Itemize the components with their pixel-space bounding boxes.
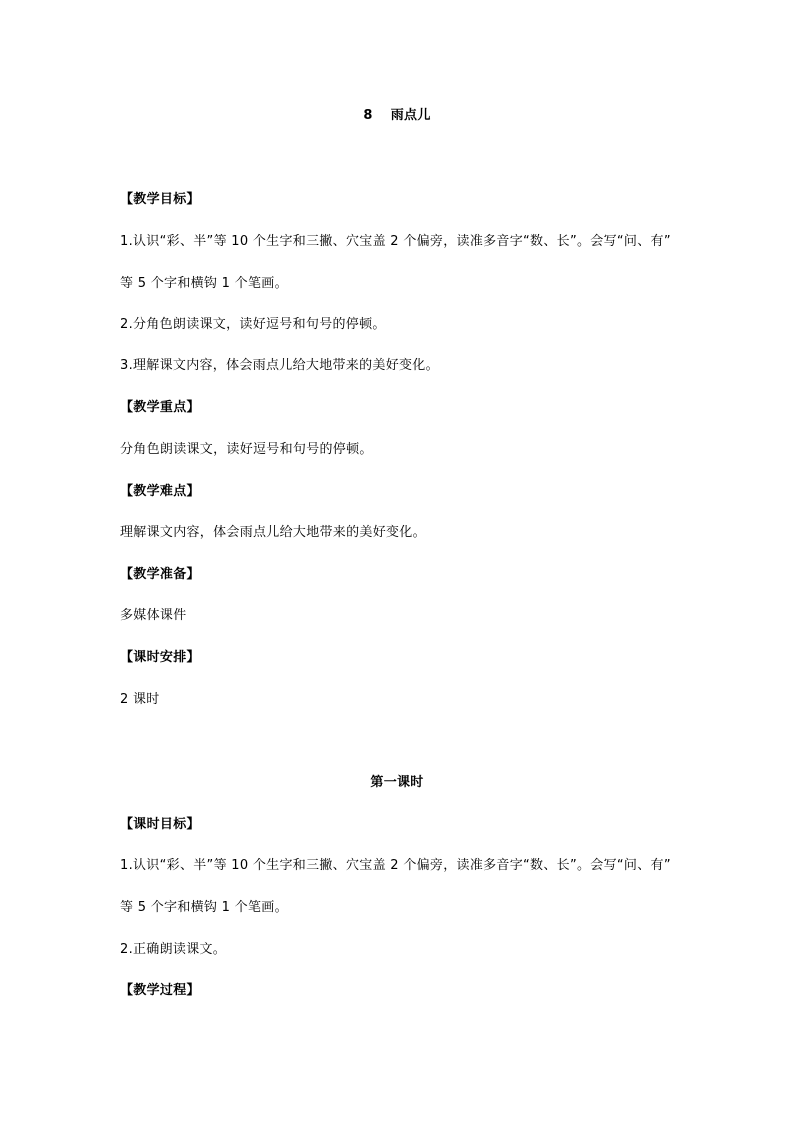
key-text: 分角色朗读课文，读好逗号和句号的停顿。 xyxy=(120,442,373,457)
title-number: 8 xyxy=(363,108,373,123)
prep-heading: 【教学准备】 xyxy=(120,567,200,582)
lesson-goals-heading: 【课时目标】 xyxy=(120,817,200,832)
goal-1-line-2: 等 5 个字和横钩 1 个笔画。 xyxy=(120,276,288,291)
goal-3: 3.理解课文内容，体会雨点儿给大地带来的美好变化。 xyxy=(120,358,439,373)
difficulty-heading: 【教学难点】 xyxy=(120,484,200,499)
schedule-text: 2 课时 xyxy=(120,692,160,707)
goal-1-line-1: 1.认识“彩、半”等 10 个生字和三撇、穴宝盖 2 个偏旁，读准多音字“数、长”。会写“问、有” xyxy=(120,234,671,249)
lesson-goal-1-line-1: 1.认识“彩、半”等 10 个生字和三撇、穴宝盖 2 个偏旁，读准多音字“数、长”。会写“问、有” xyxy=(120,858,671,873)
goals-heading: 【教学目标】 xyxy=(120,192,200,207)
title-text: 雨点儿 xyxy=(390,108,431,123)
process-heading: 【教学过程】 xyxy=(120,983,200,998)
lesson-one-title: 第一课时 xyxy=(370,775,424,790)
prep-text: 多媒体课件 xyxy=(120,608,187,623)
key-heading: 【教学重点】 xyxy=(120,400,200,415)
goal-2: 2.分角色朗读课文，读好逗号和句号的停顿。 xyxy=(120,317,386,332)
lesson-goal-2: 2.正确朗读课文。 xyxy=(120,942,227,957)
lesson-goal-1-line-2: 等 5 个字和横钩 1 个笔画。 xyxy=(120,900,288,915)
difficulty-text: 理解课文内容，体会雨点儿给大地带来的美好变化。 xyxy=(120,525,426,540)
document-title xyxy=(0,108,794,124)
schedule-heading: 【课时安排】 xyxy=(120,650,200,665)
